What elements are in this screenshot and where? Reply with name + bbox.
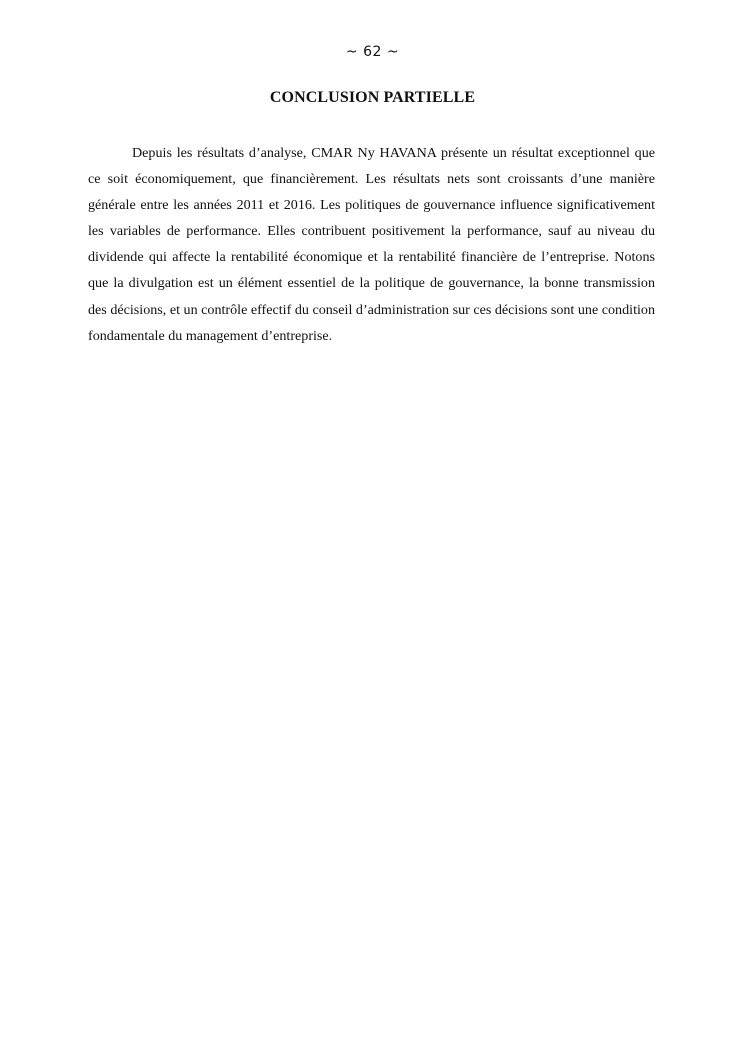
section-heading: CONCLUSION PARTIELLE	[269, 89, 476, 106]
page-number: ~ 62 ~	[345, 44, 400, 60]
body-paragraph: Depuis les résultats d’analyse, CMAR Ny HAVANA présente un résultat exceptionnel que ce soit économiquement, que financièrement. Les résultats nets sont croissants d’une manière générale entre les années 2011 et 2016. Les politiques de gouvernance influence significativement les variables de performance. Elles contribuent positivement la performance, sauf au niveau du dividende qui affecte la rentabilité économique et la rentabilité financière de l’entreprise. Notons que la divulgation est un élément essentiel de la politique de gouvernance, la bonne transmission des décisions, et un contrôle effectif du conseil d’administration sur ces décisions sont une condition fondamentale du management d’entreprise.	[88, 145, 655, 344]
